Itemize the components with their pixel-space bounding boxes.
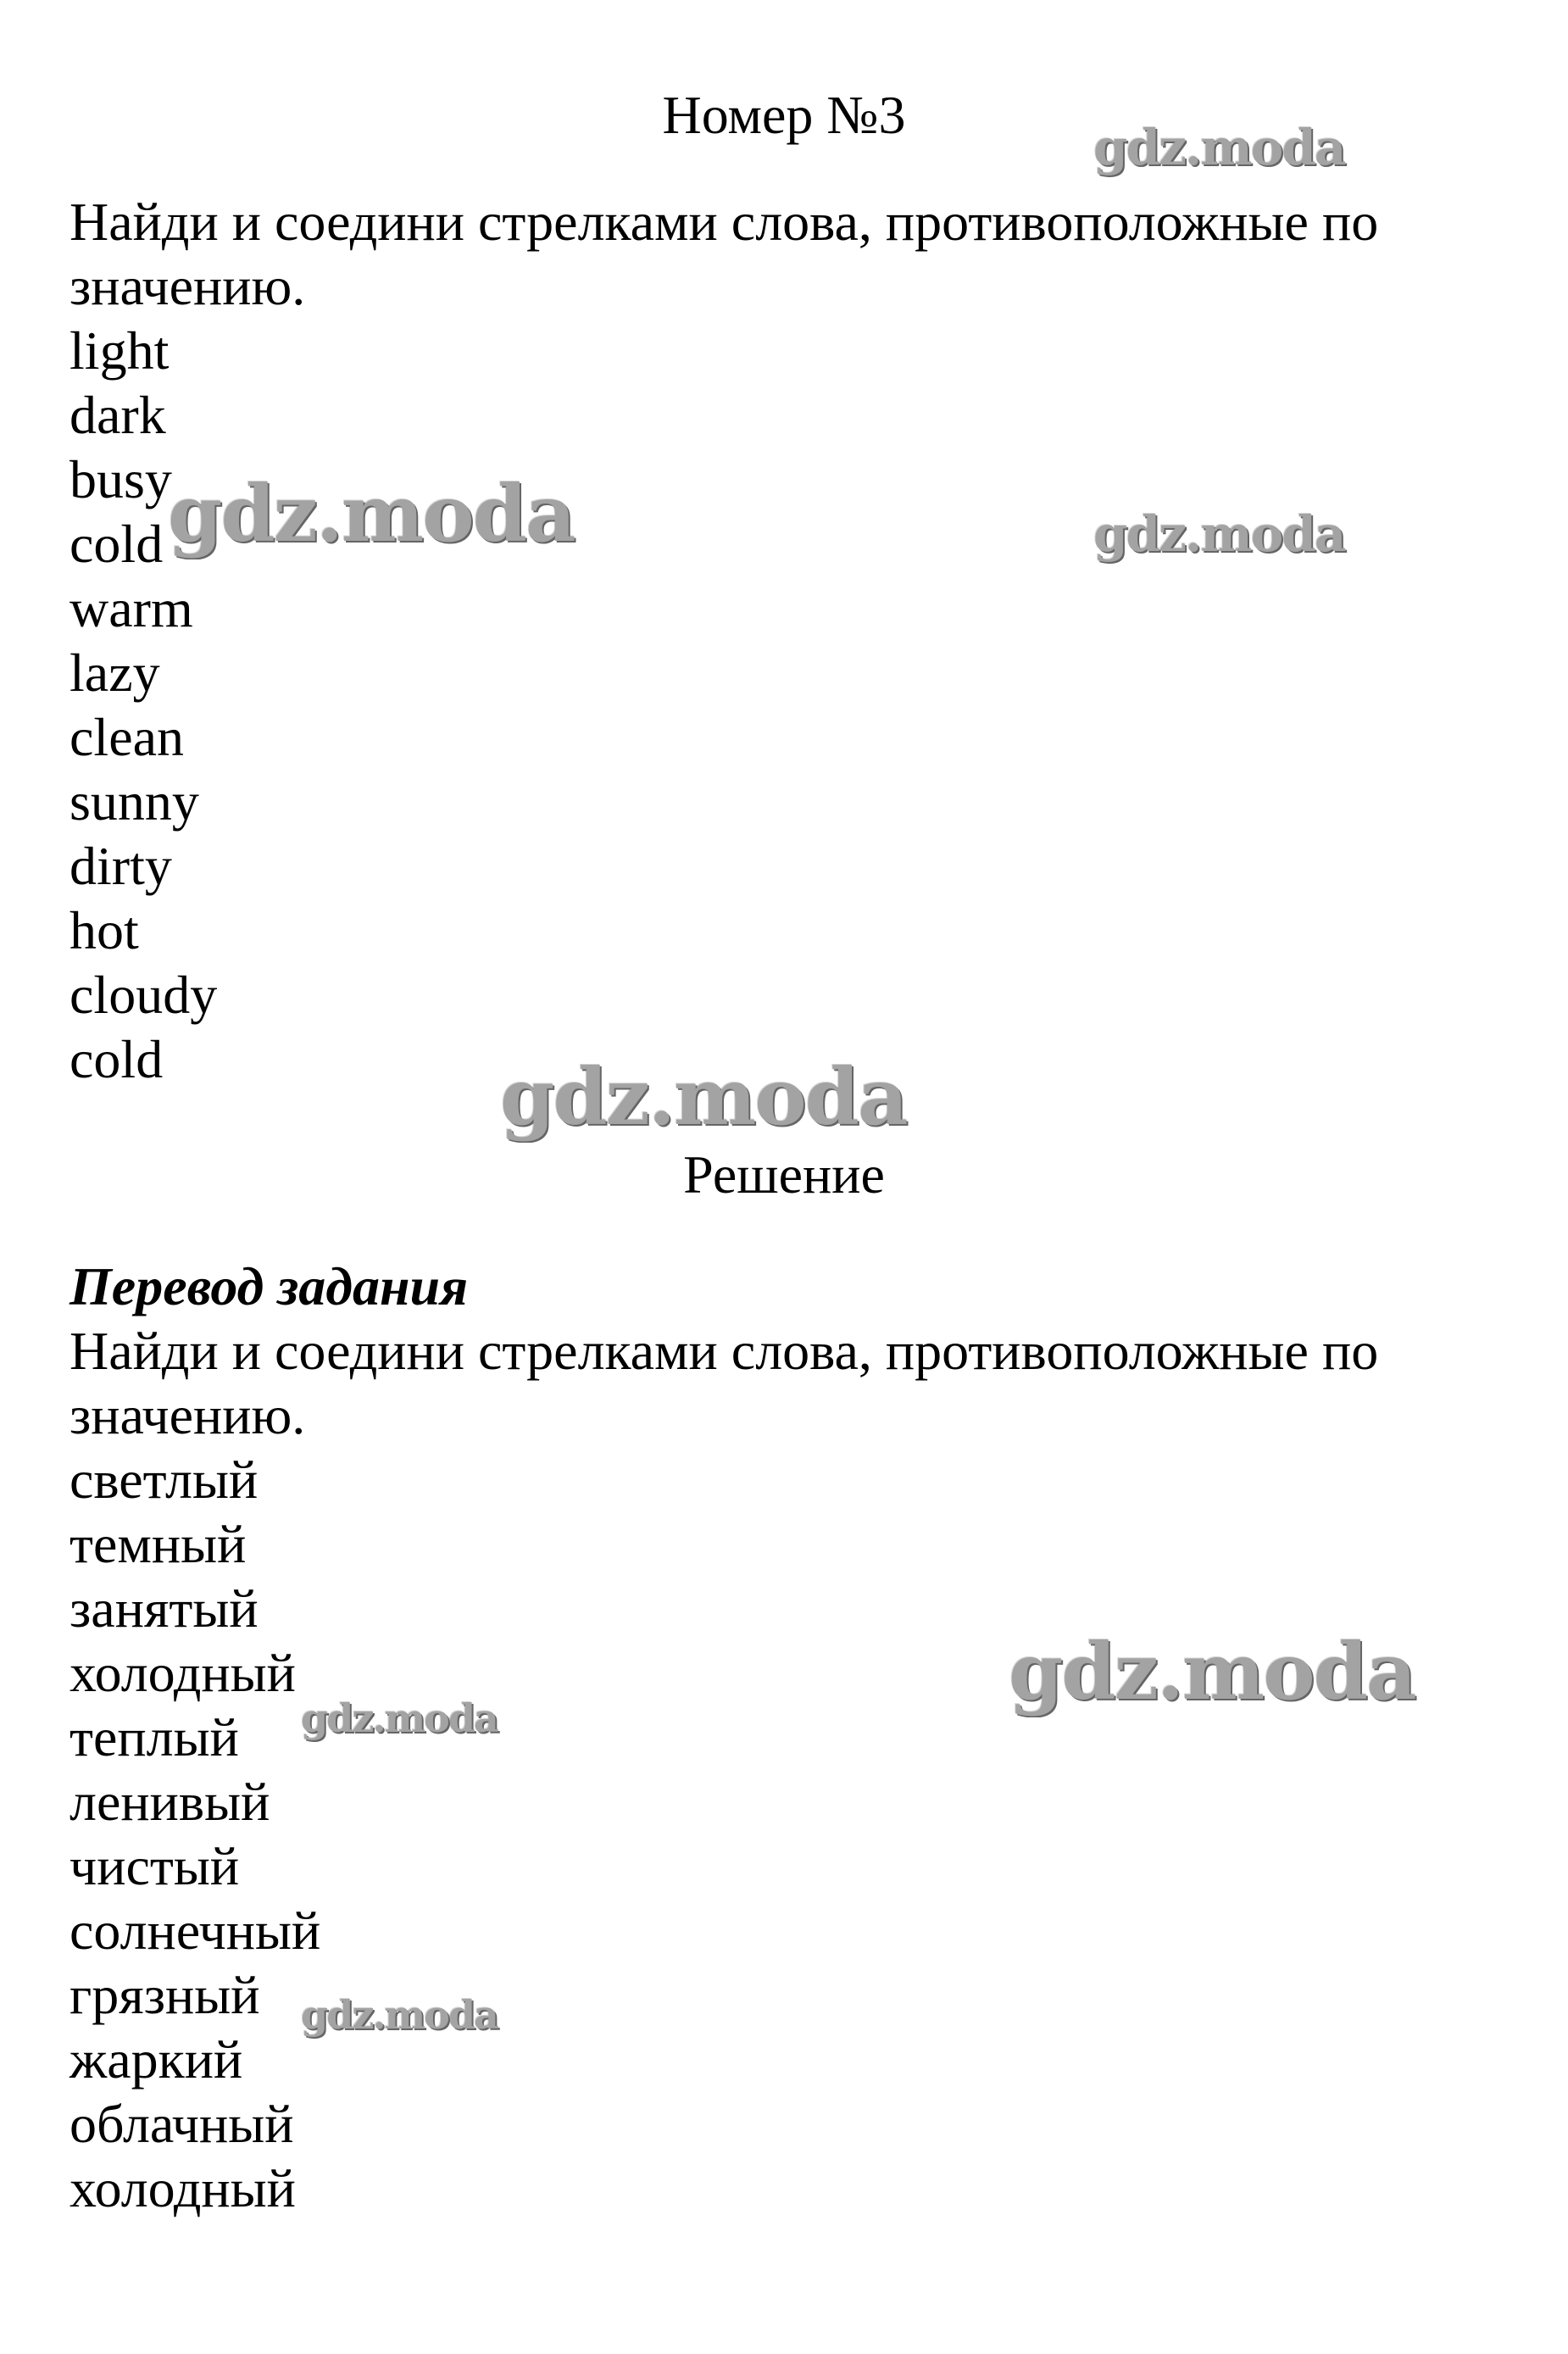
solution-word: чистый [70, 1836, 240, 1896]
solution-word: жаркий [70, 2029, 243, 2090]
task-word: dirty [70, 836, 172, 896]
solution-word: облачный [70, 2094, 294, 2154]
task-word: light [70, 320, 170, 381]
watermark: gdz.moda [168, 468, 575, 559]
solution-instruction-line2: значению. [70, 1385, 306, 1445]
solution-word: ленивый [70, 1772, 270, 1832]
task-word: warm [70, 578, 193, 638]
solution-word: грязный [70, 1965, 260, 2025]
task-number-title: Номер №3 [662, 85, 906, 145]
task-instruction-line1: Найди и соедини стрелками слова, противоположные по [70, 192, 1379, 252]
watermark: gdz.moda [1009, 1626, 1415, 1717]
task-word: cloudy [70, 965, 218, 1025]
task-word: clean [70, 707, 184, 767]
task-word: sunny [70, 771, 199, 832]
solution-instruction-line1: Найди и соедини стрелками слова, противоположные по [70, 1321, 1379, 1381]
solution-title: Решение [683, 1144, 885, 1205]
task-word: cold [70, 1029, 164, 1089]
task-word: busy [70, 449, 172, 509]
translation-heading: Перевод задания [70, 1256, 469, 1316]
task-word: dark [70, 385, 166, 445]
watermark: gdz.moda [301, 1992, 498, 2038]
watermark: gdz.moda [1093, 505, 1345, 563]
task-word: cold [70, 514, 164, 574]
solution-word: теплый [70, 1707, 239, 1767]
watermark: gdz.moda [301, 1695, 498, 1741]
solution-word: холодный [70, 1643, 296, 1703]
watermark: gdz.moda [1093, 119, 1345, 176]
solution-word: холодный [70, 2158, 296, 2218]
task-word: lazy [70, 643, 160, 703]
solution-word: солнечный [70, 1900, 321, 1961]
task-word: hot [70, 900, 139, 960]
solution-word: светлый [70, 1450, 259, 1510]
watermark: gdz.moda [500, 1051, 907, 1143]
task-instruction-line2: значению. [70, 256, 306, 316]
solution-word: занятый [70, 1578, 259, 1639]
solution-word: темный [70, 1514, 247, 1574]
